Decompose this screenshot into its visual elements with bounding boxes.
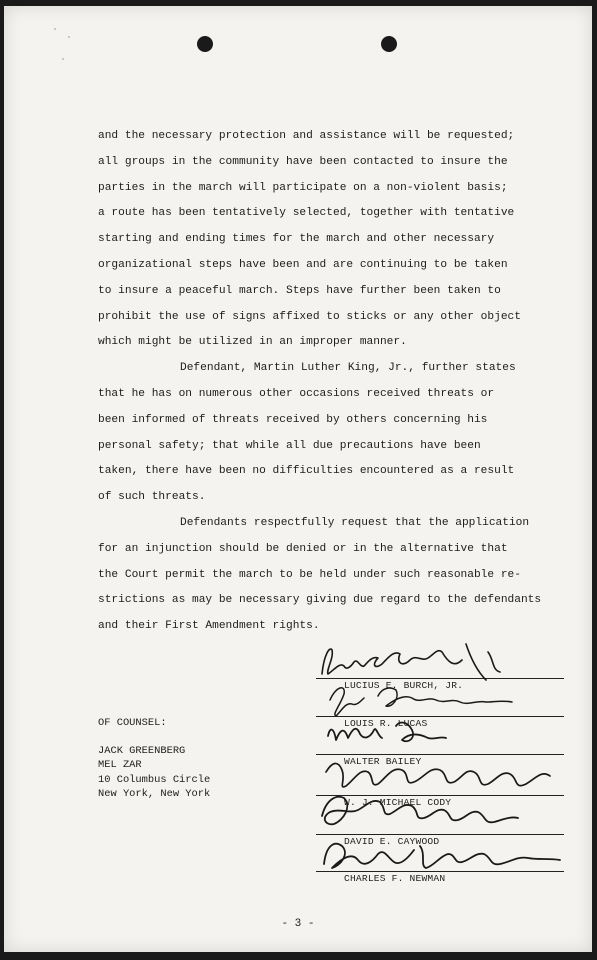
signatory-name: W. J. MICHAEL CODY: [344, 797, 452, 808]
page-number: - 3 -: [281, 918, 315, 930]
body-line: and their First Amendment rights.: [98, 620, 320, 633]
body-line: personal safety; that while all due precautions have been: [98, 439, 481, 452]
counsel-line: JACK GREENBERG: [98, 745, 186, 758]
body-line: Defendants respectfully request that the application: [180, 516, 530, 529]
paper-speck: [68, 36, 70, 38]
paper-speck: [62, 58, 64, 60]
document-body: [98, 124, 558, 640]
body-line: all groups in the community have been contacted to insure the: [98, 155, 508, 168]
body-line: organizational steps have been and are continuing to be taken: [98, 258, 508, 271]
body-line: strictions as may be necessary giving due regard to the defendants: [98, 594, 542, 607]
signature-scrawl: [330, 688, 512, 716]
signatory-name: DAVID E. CAYWOOD: [344, 836, 440, 847]
body-line: a route has been tentatively selected, together with tentative: [98, 207, 515, 220]
signatory-name: WALTER BAILEY: [344, 756, 422, 767]
body-line: that he has on numerous other occasions received threats or: [98, 387, 495, 400]
signature-line: [316, 716, 564, 717]
body-line: for an injunction should be denied or in the alternative that: [98, 542, 508, 555]
of-counsel-label: OF COUNSEL:: [98, 717, 167, 729]
paper-speck: [54, 28, 56, 30]
signature-line: [316, 754, 564, 755]
body-line: Defendant, Martin Luther King, Jr., further states: [180, 362, 516, 375]
body-line: the Court permit the march to be held under such reasonable re-: [98, 568, 521, 581]
document-page: [4, 6, 592, 952]
signatory-name: CHARLES F. NEWMAN: [344, 873, 446, 884]
of-counsel-block: [98, 716, 210, 801]
signature-line: [316, 678, 564, 679]
punch-hole-left: [197, 36, 213, 52]
body-line: taken, there have been no difficulties encountered as a result: [98, 465, 515, 478]
body-line: been informed of threats received by others concerning his: [98, 413, 488, 426]
signature-block: [316, 640, 566, 890]
punch-hole-right: [381, 36, 397, 52]
signature-line: [316, 871, 564, 872]
signatory-name: LOUIS R. LUCAS: [344, 718, 428, 729]
signature-scrawl: [324, 844, 560, 868]
body-line: which might be utilized in an improper manner.: [98, 336, 407, 349]
counsel-line: MEL ZAR: [98, 759, 142, 772]
body-line: starting and ending times for the march and other necessary: [98, 233, 495, 246]
signature-line: [316, 795, 564, 796]
body-line: prohibit the use of signs affixed to sticks or any other object: [98, 310, 521, 323]
counsel-line: New York, New York: [98, 787, 211, 800]
body-line: of such threats.: [98, 491, 206, 504]
body-line: parties in the march will participate on a non-violent basis;: [98, 181, 508, 194]
signatory-name: LUCIUS E. BURCH, JR.: [344, 680, 464, 691]
counsel-line: 10 Columbus Circle: [98, 773, 211, 786]
signature-scrawl: [322, 644, 500, 680]
body-line: to insure a peaceful march. Steps have further been taken to: [98, 284, 501, 297]
body-line: and the necessary protection and assistance will be requested;: [98, 130, 515, 142]
signature-line: [316, 834, 564, 835]
